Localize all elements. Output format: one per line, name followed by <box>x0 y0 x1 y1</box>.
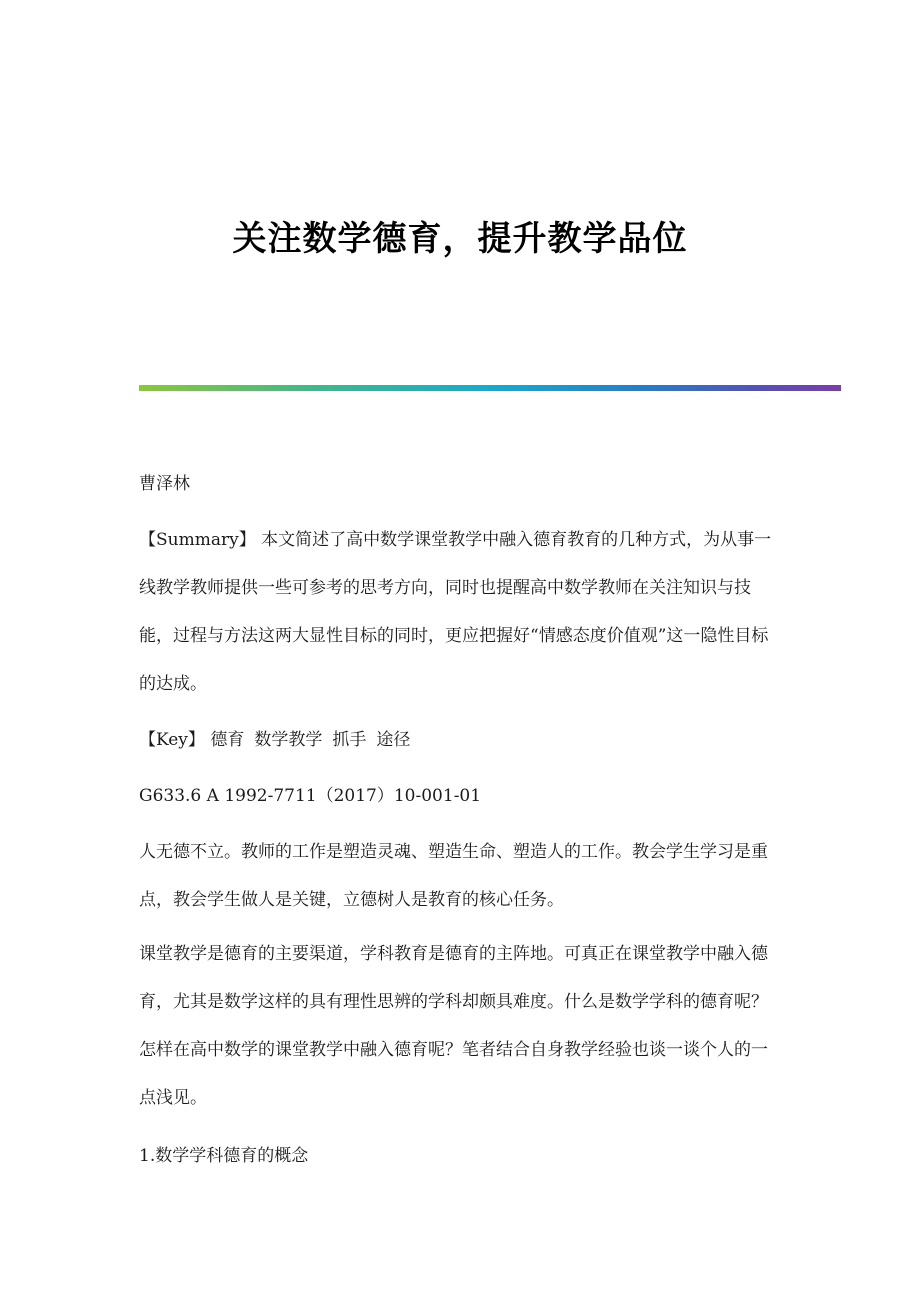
summary-paragraph <box>139 516 779 708</box>
body-paragraph: 课堂教学是德育的主要渠道，学科教育是德育的主阵地。可真正在课堂教学中融入德育，尤其是数学这样的具有理性思辨的学科却颇具难度。什么是数学学科的德育呢？怎样在高中数学的课堂教学中融入德育呢？笔者结合自身教学经验也谈一谈个人的一点浅见。 <box>139 944 768 1108</box>
author-name: 曹泽林 <box>139 474 190 494</box>
keyword: 途径 <box>376 730 411 750</box>
key-label: 【Key】 <box>139 730 205 750</box>
summary-text: 本文简述了高中数学课堂教学中融入德育教育的几种方式，为从事一线教学教师提供一些可参考的思考方向，同时也提醒高中数学教师在关注知识与技能，过程与方法这两大显性目标的同时，更应把握好“情感态度价值观”这一隐性目标的达成。 <box>139 530 772 694</box>
keyword: 数学教学 <box>254 730 323 750</box>
keyword: 抓手 <box>332 730 367 750</box>
keyword: 德育 <box>210 730 245 750</box>
body-paragraph: 人无德不立。教师的工作是塑造灵魂、塑造生命、塑造人的工作。教会学生学习是重点，教会学生做人是关键，立德树人是教育的核心任务。 <box>139 842 768 910</box>
summary-label: 【Summary】 <box>139 530 256 550</box>
document-title: 关注数学德育，提升教学品位 <box>232 219 688 259</box>
keywords-line <box>139 716 779 764</box>
classification-code: G633.6 A 1992-7711（2017）10-001-01 <box>139 786 482 806</box>
section-heading: 1.数学学科德育的概念 <box>139 1146 309 1166</box>
title-divider <box>139 385 841 391</box>
